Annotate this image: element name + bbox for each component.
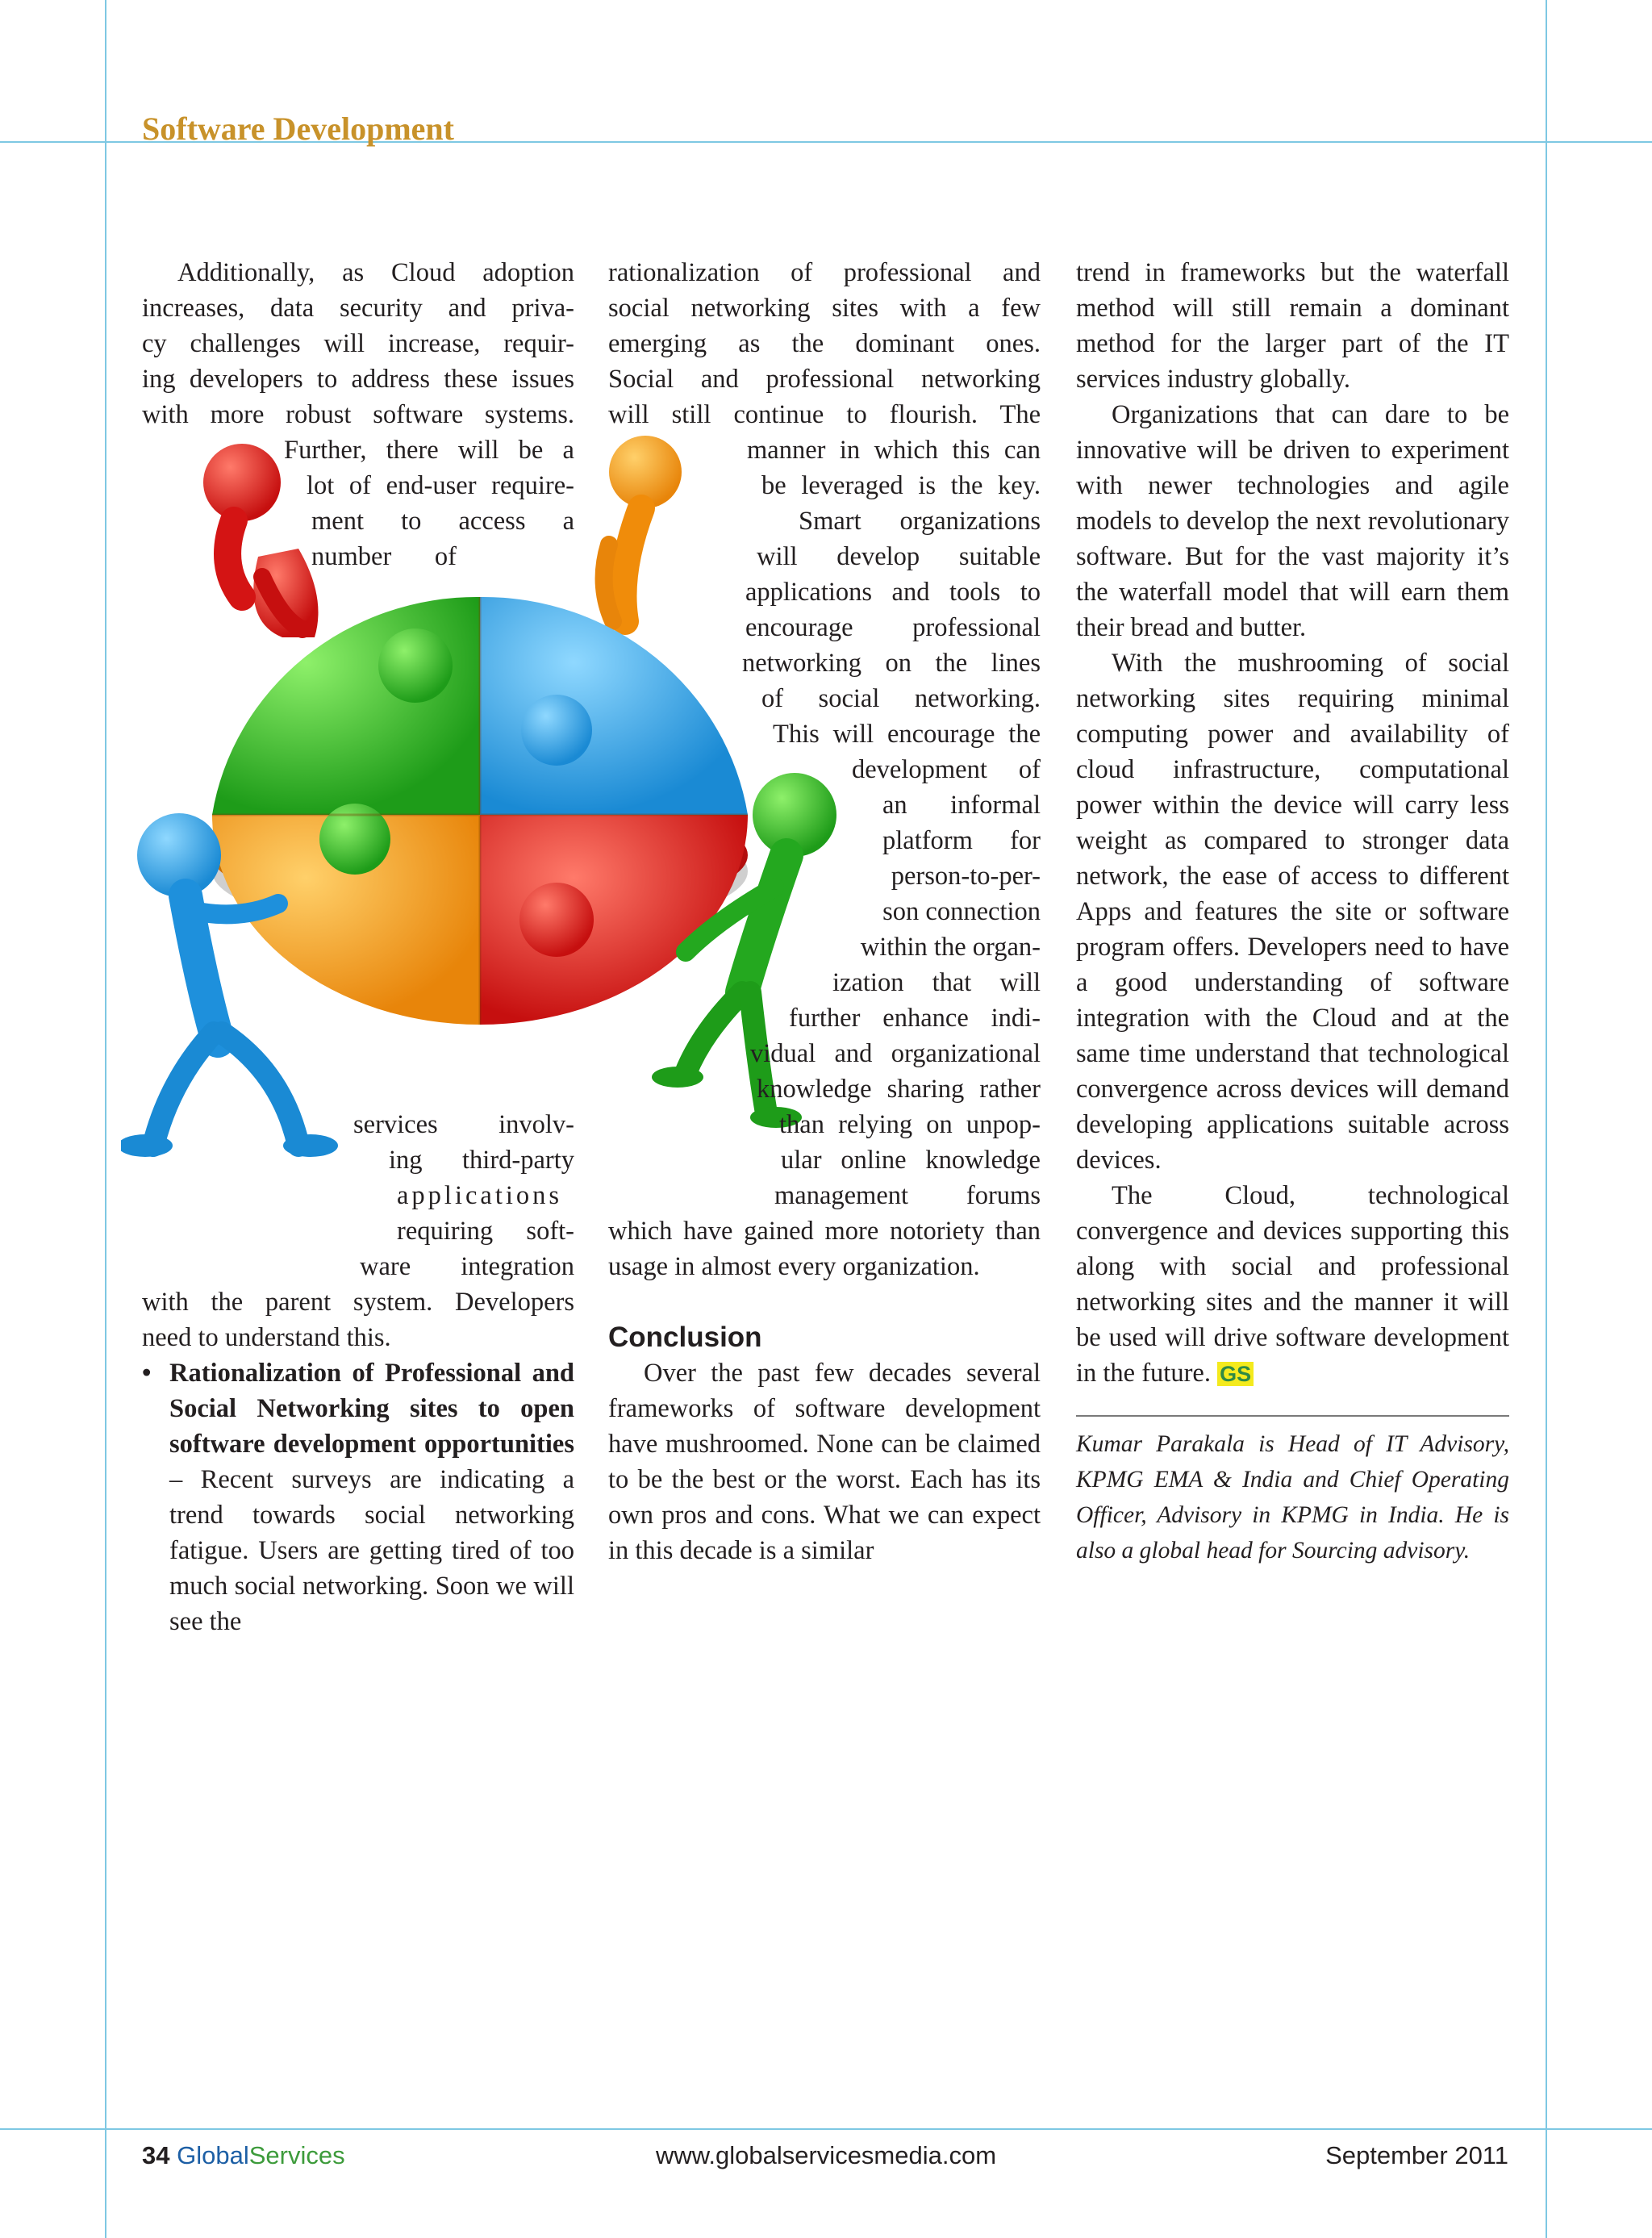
col1-wrap-top <box>142 432 574 574</box>
col2-top <box>608 255 1041 432</box>
text-line: will develop suitable <box>757 542 1041 571</box>
text-line: platform for <box>882 826 1041 855</box>
bullet-bold-text: Rationalization of Professional and Social Networking sites to open software development opportunities <box>169 1359 574 1459</box>
conclusion-heading: Conclusion <box>608 1322 762 1353</box>
guide-line-left <box>105 0 106 2238</box>
end-badge: GS <box>1217 1362 1254 1386</box>
col3-para1: trend in frameworks but the waterfall method will still remain a dominant method for the larger part of the IT services industry globally. <box>1076 258 1509 394</box>
text-line: of social networking. <box>761 684 1041 713</box>
text-line: requiring soft- <box>397 1217 574 1246</box>
text-line: ing developers to address these issues <box>142 365 574 394</box>
column-2 <box>608 255 1041 1568</box>
text-line: with the parent system. Developers <box>142 1288 574 1317</box>
text-line: need to understand this. <box>142 1323 391 1352</box>
col3-para3: With the mushrooming of social networking sites requiring minimal computing power and availability of cloud infrastructure, computational power within the device will carry less weight as compared to stronger data network, the ease of access to different Apps and features the site or software program offers. Developers need to have a good understanding of software integration with the Cloud and at the same time understand that technological convergence across devices will demand developing applications suitable across devices. <box>1076 649 1509 1175</box>
col3-para4 <box>1076 1178 1509 1391</box>
text-line: an informal <box>882 791 1041 820</box>
text-line: which have gained more notoriety than <box>608 1217 1041 1246</box>
text-line: manner in which this can <box>747 436 1041 465</box>
conclusion-paragraph: Over the past few decades several frameworks of software development have mushroomed. None can be claimed to be the best or the worst. Each has its own pros and cons. What we can expect in this decade is a similar <box>608 1359 1041 1565</box>
website-link[interactable]: www.globalservicesmedia.com <box>655 2141 997 2169</box>
text-line: ular online knowledge <box>781 1146 1041 1175</box>
text-line: applications and tools to <box>745 578 1041 607</box>
author-bio: Kumar Parakala is Head of IT Advisory, KPMG EMA & India and Chief Operating Officer, Advisory in KPMG in India. He is also a global head for Sourcing advisory. <box>1076 1431 1509 1564</box>
text-line: knowledge sharing rather <box>757 1075 1041 1104</box>
text-line: will still continue to flourish. The <box>608 400 1041 429</box>
text-line: ization that will <box>832 968 1041 997</box>
text-line: applications <box>397 1181 563 1210</box>
text-line: encourage professional <box>745 613 1041 642</box>
bullet-item <box>142 1355 574 1639</box>
bio-divider <box>1076 1415 1509 1417</box>
text-line: person-to-per- <box>891 862 1041 891</box>
bullet-text: – Recent surveys are indicating a trend towards social networking fatigue. Users are getting tired of too much social networking. Soon we will see the <box>169 1465 574 1636</box>
brand-services: Services <box>248 2141 345 2169</box>
text-line: ware integration <box>360 1252 574 1281</box>
text-line: Further, there will be a <box>284 436 574 465</box>
text-line: further enhance indi- <box>789 1004 1041 1033</box>
illustration-gap <box>142 574 574 1107</box>
col3-para2: Organizations that can dare to be innovative will be driven to experiment with newer technologies and agile models to develop the next revolutionary software. But for the vast majority it’s the waterfall model that will earn them their bread and butter. <box>1076 400 1509 642</box>
section-title: Software Development <box>142 111 454 147</box>
text-line: cy challenges will increase, requir- <box>142 329 574 358</box>
text-line: development of <box>852 755 1041 784</box>
text-line: usage in almost every organization. <box>608 1252 980 1281</box>
text-line: within the organ- <box>860 933 1041 962</box>
guide-line-right <box>1546 0 1547 2238</box>
brand-global: Global <box>177 2141 249 2169</box>
column-3 <box>1076 255 1509 1568</box>
text-line: Additionally, as Cloud adoption <box>177 258 574 287</box>
col3-para4-text: The Cloud, technological convergence and devices supporting this along with social and professional networking sites and the manner it will be used will drive software development in the future. <box>1076 1181 1509 1388</box>
text-line: with more robust software systems. <box>142 400 574 429</box>
footer-date: September 2011 <box>1325 2141 1508 2169</box>
text-line: networking on the lines <box>742 649 1041 678</box>
text-line: ing third-party <box>389 1146 574 1175</box>
column-1 <box>142 255 574 1639</box>
text-line: services involv- <box>353 1110 574 1139</box>
text-line: vidual and organizational <box>750 1039 1041 1068</box>
text-line: be leveraged is the key. <box>761 471 1041 500</box>
col1-wrap-bottom <box>142 1107 574 1355</box>
text-line: social networking sites with a few <box>608 294 1041 323</box>
text-line: number of <box>311 542 457 571</box>
text-line: Smart organizations <box>799 507 1041 536</box>
col1-para1 <box>142 255 574 432</box>
text-line: This will encourage the <box>773 720 1041 749</box>
text-line: lot of end-user require- <box>307 471 574 500</box>
text-line: rationalization of professional and <box>608 258 1041 287</box>
text-line: emerging as the dominant ones. <box>608 329 1041 358</box>
page-number: 34 <box>142 2141 170 2169</box>
col2-wrap <box>608 432 1041 1284</box>
text-line: Social and professional networking <box>608 365 1041 394</box>
text-line: increases, data security and priva- <box>142 294 574 323</box>
text-line: son connection <box>882 897 1041 926</box>
text-line: ment to access a <box>311 507 574 536</box>
bullet-dot: • <box>142 1359 152 1388</box>
guide-line-bottom <box>0 2128 1652 2130</box>
text-line: than relying on unpop- <box>779 1110 1041 1139</box>
text-line: management forums <box>774 1181 1041 1210</box>
